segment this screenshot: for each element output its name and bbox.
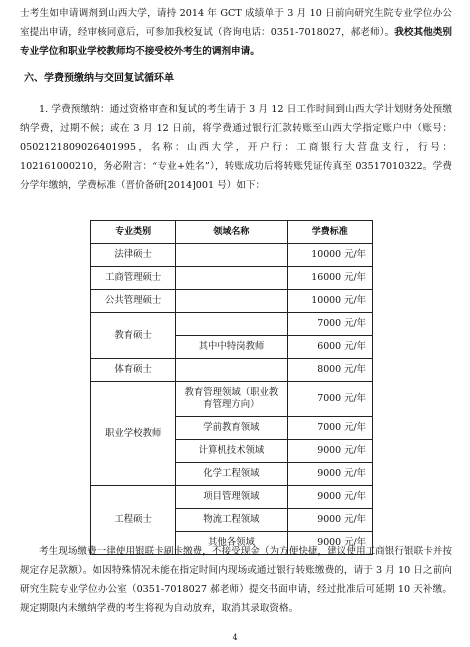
- table-row: [91, 290, 373, 313]
- category-cell: 职业学校教师: [91, 382, 176, 486]
- section-heading: 六、学费预缴纳与交回复试循环单: [24, 73, 174, 84]
- fee-cell: 6000 元/年: [287, 336, 372, 359]
- page-number: 4: [232, 633, 238, 642]
- field-cell: 物流工程领域: [176, 509, 287, 532]
- category-cell: 法律硕士: [91, 244, 176, 267]
- table-row: [91, 267, 373, 290]
- fee-cell: 8000 元/年: [287, 359, 372, 382]
- fee-cell: 7000 元/年: [287, 417, 372, 440]
- table-row: [91, 486, 373, 509]
- field-cell: [176, 267, 287, 290]
- fee-cell: 9000 元/年: [287, 486, 372, 509]
- intro-paragraph: [20, 4, 452, 61]
- fee-table: [90, 220, 373, 555]
- field-cell: 化学工程领域: [176, 463, 287, 486]
- field-cell: 项目管理领域: [176, 486, 287, 509]
- fee-cell: 10000 元/年: [287, 290, 372, 313]
- fee-table-header: [91, 221, 373, 244]
- field-cell: 学前教育领域: [176, 417, 287, 440]
- fee-payment-paragraph: 1. 学费预缴纳：通过资格审查和复试的考生请于 3 月 12 日工作时间到山西大学计划财务处预缴纳学费，过期不候；或在 3 月 12 日前，将学费通过银行汇款转账至山西大学指定账户中（账号：0502121809026401995，名称：山西大学，开户行：工商银行大营盘支行，行号：102161000210，务必附言：“专业+姓名”），转账成功后将转账凭证传真至 03517010322。学费分学年缴纳，学费标准（晋价备研[2014]001 号）如下：: [20, 104, 452, 191]
- intro-text: 士考生如申请调剂到山西大学，请持 2014 年 GCT 成绩单于 3 月 10 日前向研究生院专业学位办公室提出申请，经审核同意后，可参加我校复试（咨询电话：0351-7018027，郝老师）。: [20, 8, 452, 38]
- header-field: 领域名称: [176, 221, 287, 244]
- field-cell: 计算机技术领域: [176, 440, 287, 463]
- fee-cell: 9000 元/年: [287, 463, 372, 486]
- field-cell: 其中中特岗教师: [176, 336, 287, 359]
- header-fee: 学费标准: [287, 221, 372, 244]
- header-category: 专业类别: [91, 221, 176, 244]
- field-cell: [176, 359, 287, 382]
- fee-cell: 10000 元/年: [287, 244, 372, 267]
- field-cell: [176, 244, 287, 267]
- field-cell: 教育管理领域（职业教育管理方向）: [176, 382, 287, 417]
- table-row: [91, 313, 373, 336]
- fee-cell: 9000 元/年: [287, 509, 372, 532]
- table-row: [91, 359, 373, 382]
- fee-cell: 16000 元/年: [287, 267, 372, 290]
- field-cell: [176, 313, 287, 336]
- field-cell: 其他各领域: [176, 532, 287, 555]
- payment-method-paragraph: 考生现场缴费一律使用银联卡刷卡缴费，不接受现金（为方便快捷，建议使用工商银行银联卡并按规定存足款额）。如因特殊情况未能在指定时间内现场或通过银行转账缴费的，请于 3 月 10 日之前向研究生院专业学位办公室（0351-7018027 郝老师）提交书面申请，经过批准后可延期 10 天补缴。规定期限内未缴纳学费的考生将视为自动放弃，取消其录取资格。: [20, 546, 452, 614]
- category-cell: 体育硕士: [91, 359, 176, 382]
- fee-cell: 9000 元/年: [287, 532, 372, 555]
- fee-cell: 7000 元/年: [287, 313, 372, 336]
- table-row: [91, 244, 373, 267]
- intro-bold-text: 我校其他类别专业学位和职业学校教师均不接受校外考生的调剂申请。: [20, 27, 452, 57]
- category-cell: 工程硕士: [91, 486, 176, 555]
- fee-cell: 9000 元/年: [287, 440, 372, 463]
- category-cell: 教育硕士: [91, 313, 176, 359]
- category-cell: 工商管理硕士: [91, 267, 176, 290]
- field-cell: [176, 290, 287, 313]
- fee-cell: 7000 元/年: [287, 382, 372, 417]
- table-row: [91, 382, 373, 417]
- category-cell: 公共管理硕士: [91, 290, 176, 313]
